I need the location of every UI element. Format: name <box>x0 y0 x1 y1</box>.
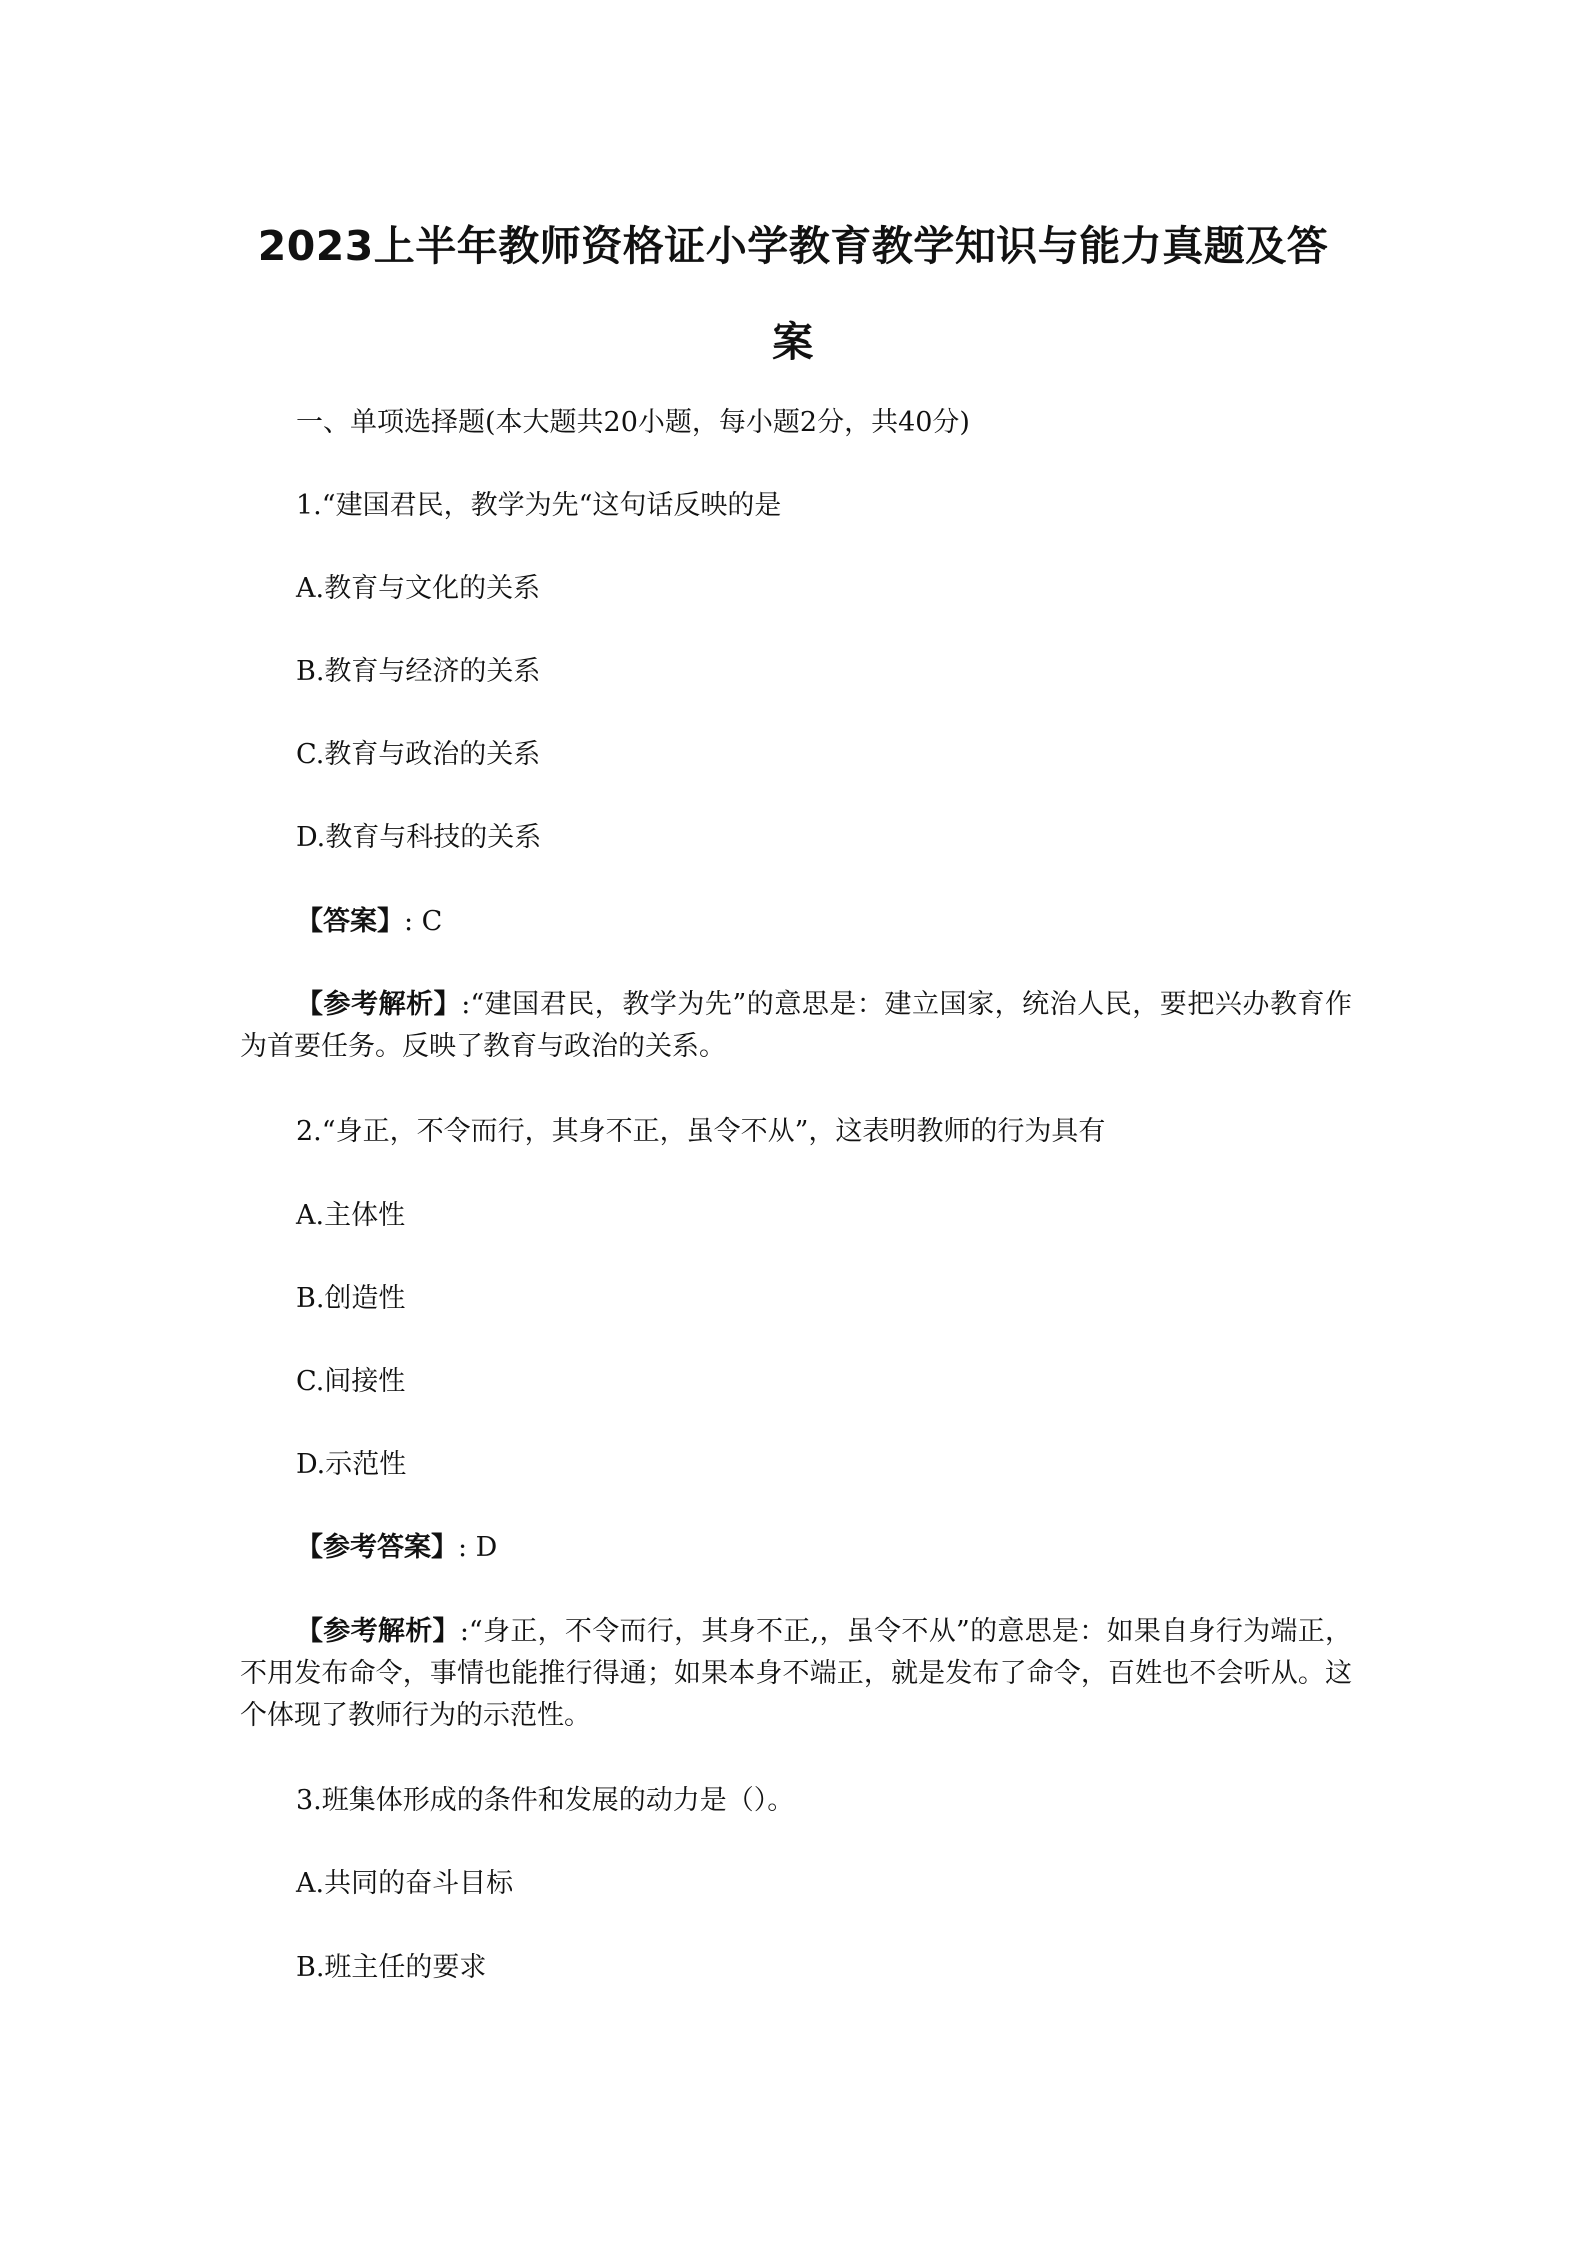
question-3-stem: 3.班集体形成的条件和发展的动力是（）。 <box>296 1785 795 1816</box>
answer-label: 【答案】 <box>296 906 404 937</box>
analysis-text: :“身正，不令而行，其身不正,，虽令不从”的意思是：如果自身行为端正，不用发布命令，事情也能推行得通；如果本身不端正，就是发布了命令，百姓也不会听从。这个体现了教师行为的示范性。 <box>240 1616 1352 1731</box>
question-2-option-b: B.创造性 <box>296 1283 406 1314</box>
question-2-answer <box>296 1527 497 1569</box>
question-1-option-d: D.教育与科技的关系 <box>296 822 542 853</box>
document-title: 2023上半年教师资格证小学教育教学知识与能力真题及答案 <box>257 222 1329 366</box>
analysis-label: 【参考解析】 <box>296 989 462 1020</box>
question-1-option-a: A.教育与文化的关系 <box>296 573 541 604</box>
question-2-option-d: D.示范性 <box>296 1449 407 1480</box>
answer-value: : D <box>458 1532 498 1563</box>
question-2-option-c: C.间接性 <box>296 1366 406 1397</box>
question-3-option-a: A.共同的奋斗目标 <box>296 1868 514 1899</box>
question-3-option-b: B.班主任的要求 <box>296 1952 487 1983</box>
question-1-answer <box>296 901 442 943</box>
answer-label: 【参考答案】 <box>296 1532 458 1563</box>
question-1-analysis <box>240 984 1352 1068</box>
question-2-analysis <box>240 1611 1352 1737</box>
analysis-label: 【参考解析】 <box>296 1616 460 1647</box>
question-2-stem: 2.“身正，不令而行，其身不正，虽令不从”，这表明教师的行为具有 <box>296 1116 1106 1147</box>
section-heading: 一、单项选择题(本大题共20小题，每小题2分，共40分) <box>296 407 970 438</box>
analysis-text: :“建国君民，教学为先”的意思是：建立国家，统治人民，要把兴办教育作为首要任务。反映了教育与政治的关系。 <box>240 989 1353 1062</box>
answer-value: : C <box>404 906 443 937</box>
question-1-option-c: C.教育与政治的关系 <box>296 739 541 770</box>
question-2-option-a: A.主体性 <box>296 1200 406 1231</box>
question-1-stem: 1.“建国君民，教学为先“这句话反映的是 <box>296 490 782 521</box>
question-1-option-b: B.教育与经济的关系 <box>296 656 541 687</box>
